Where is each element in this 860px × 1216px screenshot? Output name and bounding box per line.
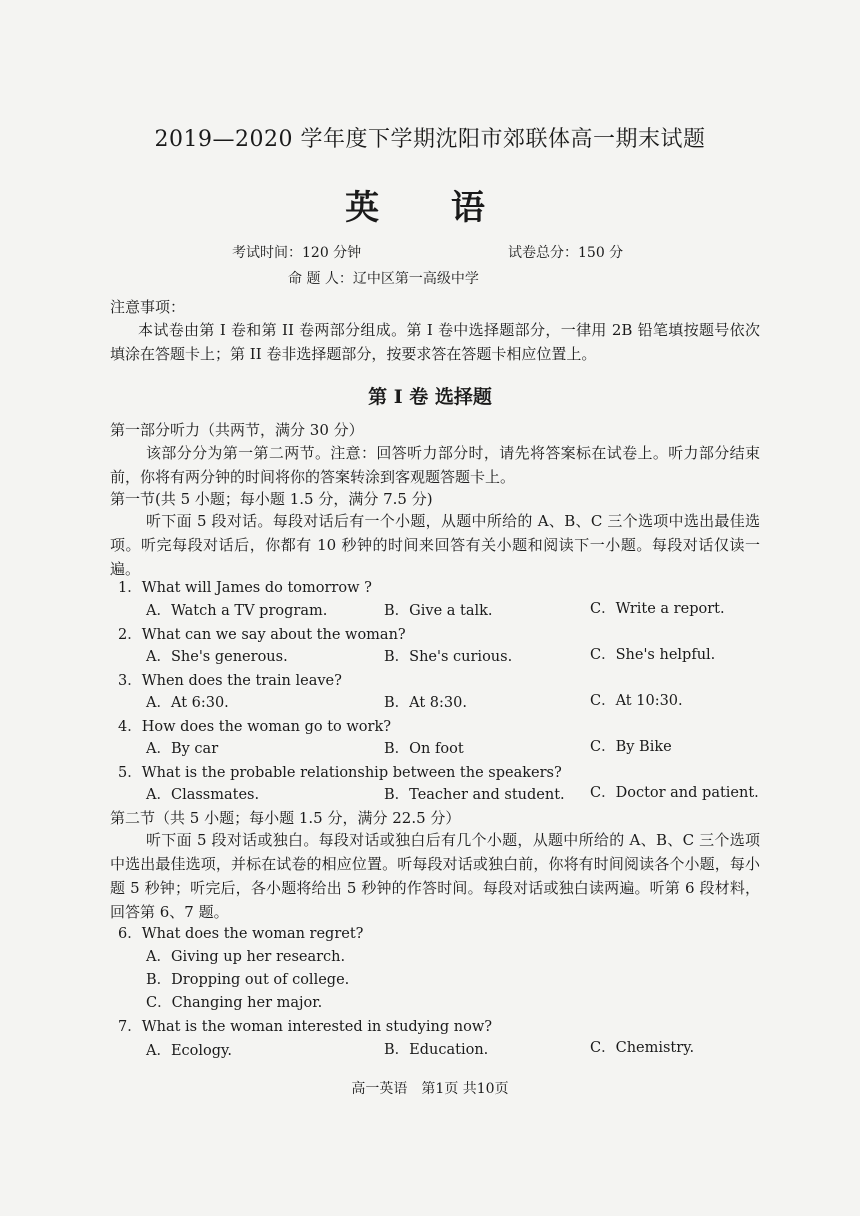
- option-c: C．At 10:30.: [590, 693, 683, 709]
- option-c: C．Write a report.: [590, 601, 725, 617]
- option-c: C．She's helpful.: [590, 647, 716, 663]
- notice-text: 本试卷由第 I 卷和第 II 卷两部分组成。第 I 卷中选择题部分，一律用 2B 铅笔填按题号依次填涂在答题卡上；第 II 卷非选择题部分，按要求答在答题卡相应位置上。: [110, 321, 760, 363]
- section2-heading: 第二节（共 5 小题；每小题 1.5 分，满分 22.5 分）: [110, 809, 461, 827]
- question-stem: 7．What is the woman interested in studying now?: [118, 1019, 492, 1035]
- option-b: B．Teacher and student.: [384, 787, 565, 803]
- option-a: A．At 6:30.: [146, 695, 229, 711]
- option-b: B．Give a talk.: [384, 603, 493, 619]
- option-b: B．Dropping out of college.: [146, 972, 350, 988]
- option-c: C．Chemistry.: [590, 1040, 695, 1056]
- total-score: 试卷总分：150 分: [508, 245, 624, 261]
- option-a: A．She's generous.: [146, 649, 288, 665]
- option-c: C．Changing her major.: [146, 995, 323, 1011]
- question-stem: 4．How does the woman go to work?: [118, 719, 392, 735]
- section1-intro: 听下面 5 段对话。每段对话后有一个小题，从题中所给的 A、B、C 三个选项中选出最佳选项。听完每段对话后，你都有 10 秒钟的时间来回答有关小题和阅读下一小题。每段对话仅读一遍。: [110, 512, 760, 578]
- notice-label: 注意事项：: [110, 298, 186, 316]
- page-footer: 高一英语 第1页 共10页: [351, 1081, 509, 1097]
- option-b: B．She's curious.: [384, 649, 513, 665]
- exam-time: 考试时间：120 分钟: [232, 245, 362, 261]
- volume1-title: 第 I 卷 选择题: [368, 386, 492, 408]
- option-a: A．Classmates.: [146, 787, 260, 803]
- question-stem: 6．What does the woman regret?: [118, 926, 364, 942]
- option-c: C．By Bike: [590, 739, 672, 755]
- section1-heading: 第一节(共 5 小题；每小题 1.5 分，满分 7.5 分): [110, 490, 433, 508]
- part1-heading: 第一部分听力（共两节，满分 30 分）: [110, 421, 364, 439]
- subject-title: 英 语: [345, 188, 515, 228]
- option-b: B．At 8:30.: [384, 695, 467, 711]
- setter: 命 题 人：辽中区第一高级中学: [288, 271, 479, 287]
- question-stem: 2．What can we say about the woman?: [118, 627, 406, 643]
- question-stem: 5．What is the probable relationship between the speakers?: [118, 765, 562, 781]
- question-stem: 3．When does the train leave?: [118, 673, 342, 689]
- option-b: B．On foot: [384, 741, 464, 757]
- option-c: C．Doctor and patient.: [590, 785, 759, 801]
- part1-intro: 该部分分为第一第二两节。注意：回答听力部分时，请先将答案标在试卷上。听力部分结束前，你将有两分钟的时间将你的答案转涂到客观题答题卡上。: [110, 444, 760, 486]
- option-a: A．By car: [146, 741, 219, 757]
- option-a: A．Giving up her research.: [146, 949, 346, 965]
- option-b: B．Education.: [384, 1042, 489, 1058]
- exam-title: 2019—2020 学年度下学期沈阳市郊联体高一期末试题: [154, 127, 706, 152]
- question-stem: 1．What will James do tomorrow ?: [118, 580, 372, 596]
- option-a: A．Watch a TV program.: [146, 603, 328, 619]
- section2-intro: 听下面 5 段对话或独白。每段对话或独白后有几个小题，从题中所给的 A、B、C 三个选项中选出最佳选项，并标在试卷的相应位置。听每段对话或独白前，你将有时间阅读各个小题，每小题 5 秒钟；听完后，各小题将给出 5 秒钟的作答时间。每段对话或独白读两遍。听第 6 段材料，回答第 6、7 题。: [110, 831, 760, 921]
- option-a: A．Ecology.: [146, 1043, 232, 1059]
